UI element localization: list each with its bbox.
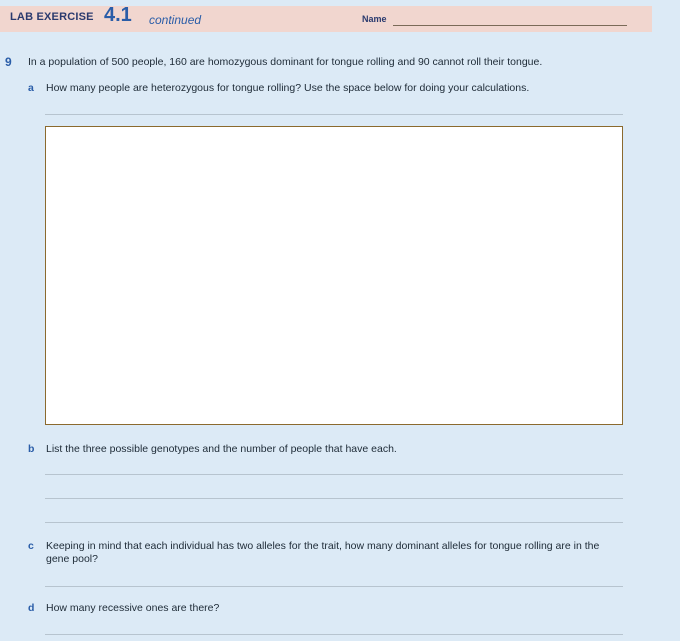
part-d-text: How many recessive ones are there? <box>46 602 220 614</box>
answer-line-a[interactable] <box>45 114 623 115</box>
answer-line-b2[interactable] <box>45 498 623 499</box>
question-text: In a population of 500 people, 160 are homozygous dominant for tongue rolling and 90 cannot roll their tongue. <box>28 56 543 68</box>
calculation-box[interactable] <box>45 126 623 425</box>
lab-exercise-label: LAB EXERCISE <box>10 11 94 23</box>
part-d-letter: d <box>28 602 35 614</box>
part-c-text: Keeping in mind that each individual has two alleles for the trait, how many dominant alleles for tongue rolling are in the gene pool? <box>46 540 600 565</box>
part-c-letter: c <box>28 540 34 552</box>
continued-label: continued <box>149 13 202 27</box>
name-field[interactable] <box>393 25 627 26</box>
answer-line-b1[interactable] <box>45 474 623 475</box>
answer-line-b3[interactable] <box>45 522 623 523</box>
question-number: 9 <box>5 55 12 69</box>
part-b-letter: b <box>28 443 35 455</box>
part-b-text: List the three possible genotypes and the number of people that have each. <box>46 443 397 455</box>
name-label: Name <box>362 14 387 24</box>
lab-exercise-number: 4.1 <box>104 4 132 26</box>
part-a-text: How many people are heterozygous for tongue rolling? Use the space below for doing your calculations. <box>46 82 530 94</box>
header-band <box>0 6 652 32</box>
answer-line-c[interactable] <box>45 586 623 587</box>
part-a-letter: a <box>28 82 34 94</box>
answer-line-d[interactable] <box>45 634 623 635</box>
